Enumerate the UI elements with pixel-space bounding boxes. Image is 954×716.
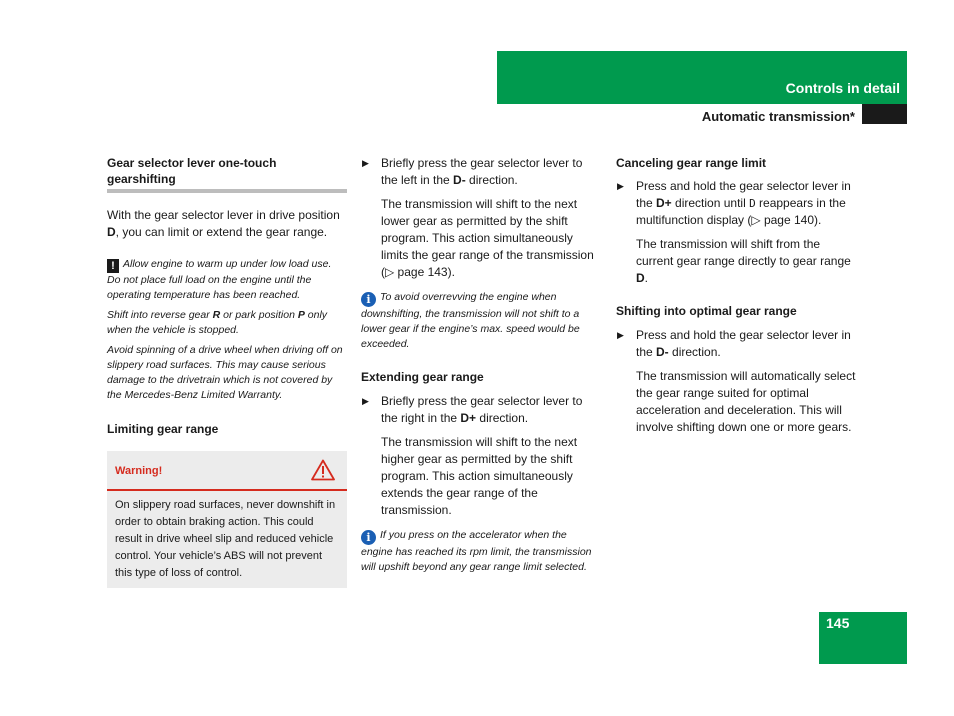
subsection-title: Automatic transmission* xyxy=(701,109,855,124)
warning-header xyxy=(107,451,347,491)
heading-one-touch-gearshifting: Gear selector lever one-touch gearshifting xyxy=(107,156,277,186)
bullet-arrow-icon: ▶ xyxy=(617,330,624,340)
step-press-hold-d-minus: ▶ Press and hold the gear selector lever in the D- direction. xyxy=(617,328,851,359)
section-title: Controls in detail xyxy=(785,80,900,96)
step-press-hold-d-plus: ▶ Press and hold the gear selector lever in the D+ direction until D reappears in the multifunction display (▷ page 140). xyxy=(617,179,851,227)
heading-optimal-gear-range: Shifting into optimal gear range xyxy=(616,304,797,318)
intro-paragraph: With the gear selector lever in drive position D, you can limit or extend the gear range. xyxy=(107,208,340,239)
heading-rule xyxy=(107,189,347,193)
note-wheel-spin: Avoid spinning of a drive wheel when driving off on slippery road surfaces. This may cause serious damage to the drivetrain which is not covered by the Mercedes-Benz Limited Warranty. xyxy=(107,344,343,401)
warning-text: On slippery road surfaces, never downshift in order to obtain braking action. This could result in drive wheel slip and reduced vehicle control. Your vehicle’s ABS will not prevent this type of loss of control. xyxy=(115,499,336,579)
heading-limiting-gear-range: Limiting gear range xyxy=(107,422,219,436)
header-tab-marker xyxy=(862,104,907,124)
bullet-arrow-icon: ▶ xyxy=(617,181,624,191)
bullet-arrow-icon: ▶ xyxy=(362,158,369,168)
step-result-range-d: The transmission will shift from the current gear range directly to gear range D. xyxy=(636,237,851,285)
info-accelerator: i If you press on the accelerator when the engine has reached its rpm limit, the transmission will upshift beyond any gear range limit selected. xyxy=(361,529,592,573)
display-d-glyph: D xyxy=(749,197,756,210)
header-bar xyxy=(497,51,907,104)
step-result-optimal: The transmission will automatically select the gear range suited for optimal acceleration and deceleration. This will involve shifting down one or more gears. xyxy=(636,369,856,434)
heading-canceling-gear-range-limit: Canceling gear range limit xyxy=(616,156,767,170)
step-result-lower-gear: The transmission will shift to the next lower gear as permitted by the shift program. This action simultaneously limits the gear range of the transmission (▷ page 143). xyxy=(381,197,594,279)
step-result-higher-gear: The transmission will shift to the next higher gear as permitted by the shift program. This action simultaneously extends the gear range of the transmission. xyxy=(381,435,578,517)
column-1 xyxy=(107,155,347,588)
warning-label: Warning! xyxy=(115,465,163,477)
page-number: 145 xyxy=(826,615,850,631)
info-icon: i xyxy=(361,292,376,307)
exclamation-icon: ! xyxy=(107,259,119,273)
info-overrevving: i To avoid overrevving the engine when downshifting, the transmission will not shift to a lower gear if the engine’s max. speed would be exceeded. xyxy=(361,291,580,350)
warning-triangle-icon xyxy=(311,459,335,481)
note-engine-warmup: ! Allow engine to warm up under low load use. Do not place full load on the engine until the operating temperature has been reached. xyxy=(107,258,332,301)
info-icon: i xyxy=(361,530,376,545)
heading-extending-gear-range: Extending gear range xyxy=(361,370,484,384)
step-press-left: ▶ Briefly press the gear selector lever to the left in the D- direction. xyxy=(362,156,583,187)
bullet-arrow-icon: ▶ xyxy=(362,396,369,406)
column-3 xyxy=(616,155,856,436)
column-2 xyxy=(361,155,601,575)
warning-box xyxy=(107,451,347,588)
note-reverse-park: Shift into reverse gear R or park position P only when the vehicle is stopped. xyxy=(107,309,328,336)
step-press-right: ▶ Briefly press the gear selector lever to the right in the D+ direction. xyxy=(362,394,583,425)
